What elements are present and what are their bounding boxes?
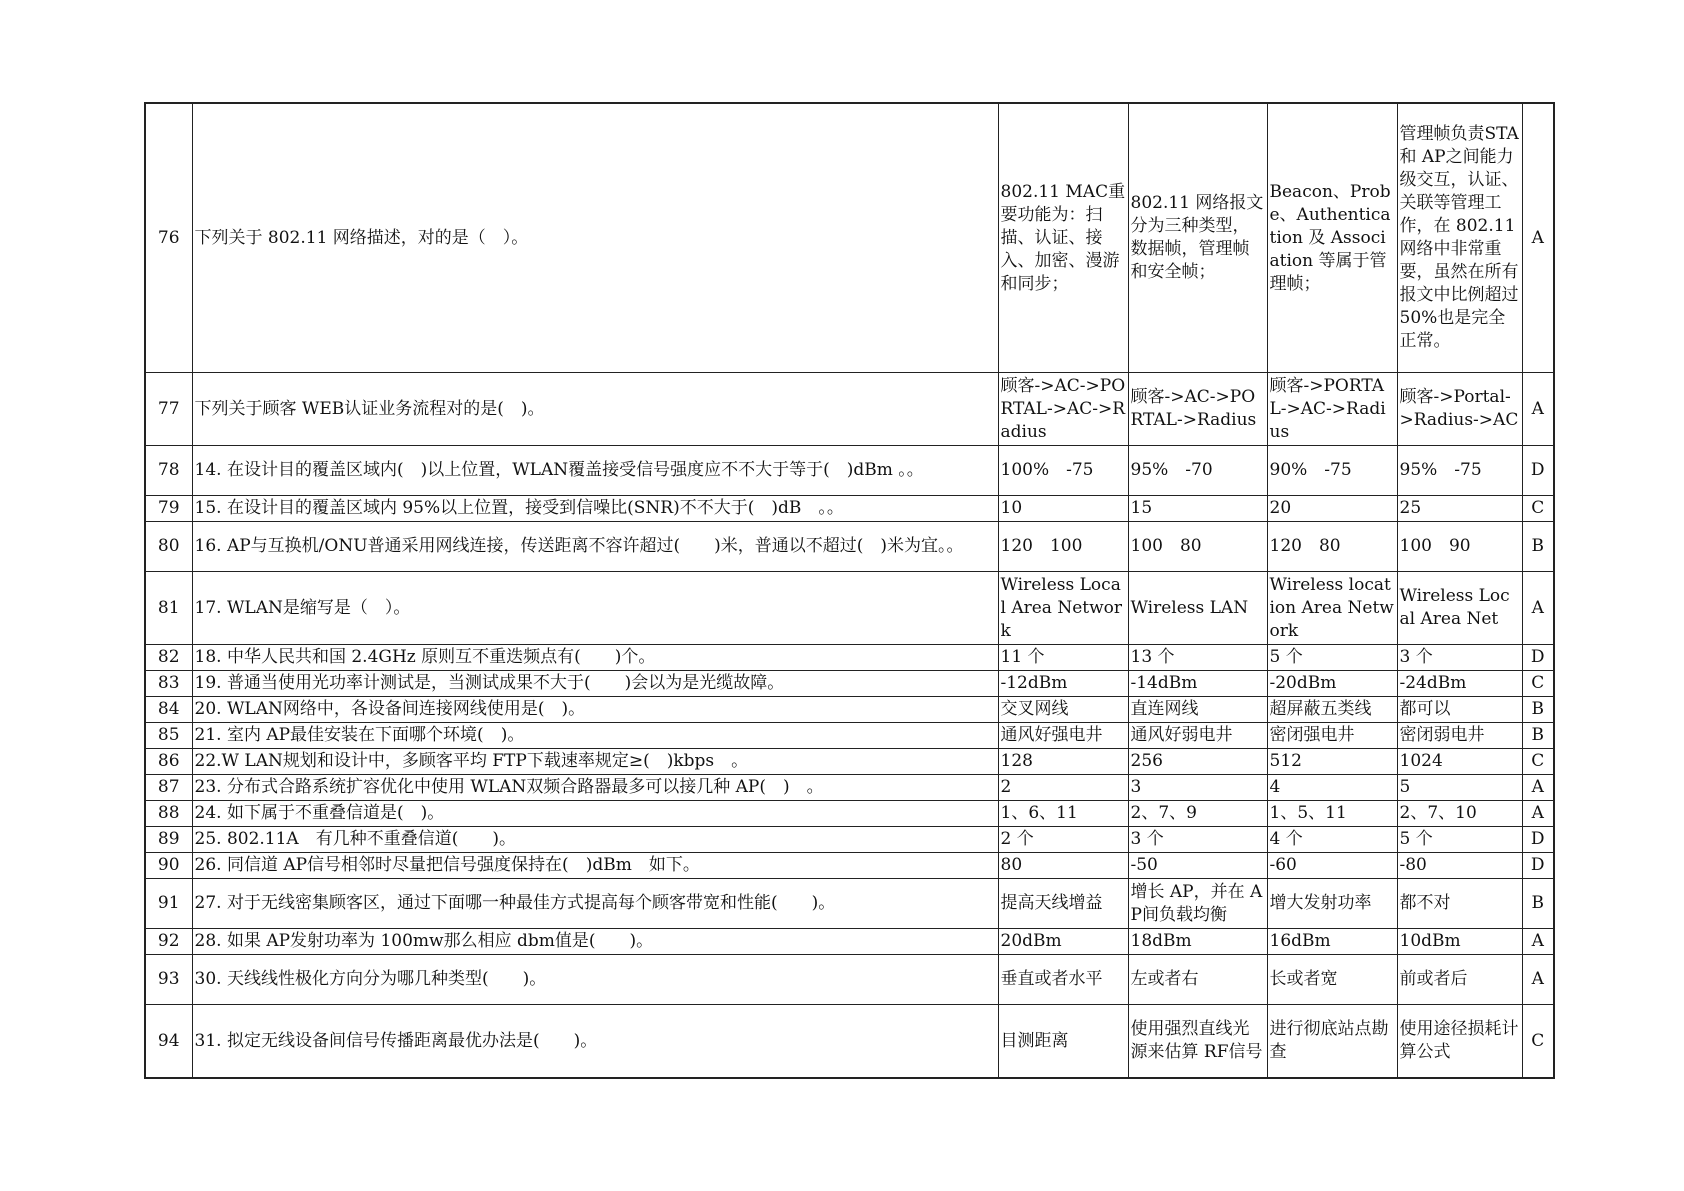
table-row (145, 572, 1554, 645)
row-number: 90 (145, 853, 192, 879)
question-text: 30. 天线线性极化方向分为哪几种类型( )。 (192, 955, 998, 1005)
option-d: -80 (1397, 853, 1522, 879)
table-row (145, 1005, 1554, 1079)
answer-cell: B (1522, 522, 1554, 572)
option-b: 2、7、9 (1128, 801, 1267, 827)
option-b: 3 (1128, 775, 1267, 801)
option-d: 管理帧负责STA和 AP之间能力级交互，认证、关联等管理工作，在 802.11 网络中非常重要，虽然在所有报文中比例超过50%也是完全正常。 (1397, 103, 1522, 373)
option-b: -50 (1128, 853, 1267, 879)
option-c: 增大发射功率 (1267, 879, 1397, 929)
question-text: 26. 同信道 AP信号相邻时尽量把信号强度保持在( )dBm 如下。 (192, 853, 998, 879)
question-text: 25. 802.11A 有几种不重叠信道( )。 (192, 827, 998, 853)
option-d: 使用途径损耗计算公式 (1397, 1005, 1522, 1079)
option-a: 通风好强电井 (998, 723, 1128, 749)
table-row (145, 879, 1554, 929)
option-c: 进行彻底站点勘查 (1267, 1005, 1397, 1079)
table-row (145, 446, 1554, 496)
option-c: 5 个 (1267, 645, 1397, 671)
answer-cell: B (1522, 723, 1554, 749)
question-text: 28. 如果 AP发射功率为 100mw那么相应 dbm值是( )。 (192, 929, 998, 955)
answer-cell: C (1522, 1005, 1554, 1079)
option-b: 15 (1128, 496, 1267, 522)
answer-cell: A (1522, 103, 1554, 373)
option-a: 120 100 (998, 522, 1128, 572)
question-text: 下列关于顾客 WEB认证业务流程对的是( )。 (192, 373, 998, 446)
answer-cell: C (1522, 749, 1554, 775)
row-number: 87 (145, 775, 192, 801)
table-row (145, 373, 1554, 446)
answer-cell: D (1522, 446, 1554, 496)
option-c: Beacon、Probe、Authentication 及 Association 等属于管理帧； (1267, 103, 1397, 373)
option-c: 20 (1267, 496, 1397, 522)
answer-cell: D (1522, 827, 1554, 853)
table-body (145, 103, 1554, 1078)
option-b: 左或者右 (1128, 955, 1267, 1005)
question-text: 18. 中华人民共和国 2.4GHz 原则互不重迭频点有( )个。 (192, 645, 998, 671)
option-a: 2 (998, 775, 1128, 801)
question-text: 21. 室内 AP最佳安装在下面哪个环境( )。 (192, 723, 998, 749)
option-b: 100 80 (1128, 522, 1267, 572)
option-a: Wireless Local Area Network (998, 572, 1128, 645)
question-text: 17. WLAN是缩写是（ ）。 (192, 572, 998, 645)
option-b: 256 (1128, 749, 1267, 775)
answer-cell: D (1522, 645, 1554, 671)
answer-cell: A (1522, 929, 1554, 955)
option-a: 80 (998, 853, 1128, 879)
option-b: 顾客->AC->PORTAL->Radius (1128, 373, 1267, 446)
option-b: 18dBm (1128, 929, 1267, 955)
option-c: 4 个 (1267, 827, 1397, 853)
option-b: 使用强烈直线光源来估算 RF信号 (1128, 1005, 1267, 1079)
option-d: 1024 (1397, 749, 1522, 775)
question-text: 14. 在设计目的覆盖区域内( )以上位置，WLAN覆盖接受信号强度应不不大于等于( )dBm 。。 (192, 446, 998, 496)
table-row (145, 827, 1554, 853)
option-d: 顾客->Portal->Radius->AC (1397, 373, 1522, 446)
table-row (145, 103, 1554, 373)
option-a: 11 个 (998, 645, 1128, 671)
option-d: -24dBm (1397, 671, 1522, 697)
option-d: 前或者后 (1397, 955, 1522, 1005)
question-text: 下列关于 802.11 网络描述，对的是（ ）。 (192, 103, 998, 373)
option-c: 1、5、11 (1267, 801, 1397, 827)
option-c: 顾客->PORTAL->AC->Radius (1267, 373, 1397, 446)
question-text: 23. 分布式合路系统扩容优化中使用 WLAN双频合路器最多可以接几种 AP( ) 。 (192, 775, 998, 801)
answer-cell: B (1522, 697, 1554, 723)
table-row (145, 929, 1554, 955)
row-number: 89 (145, 827, 192, 853)
answer-cell: A (1522, 801, 1554, 827)
row-number: 76 (145, 103, 192, 373)
option-b: 3 个 (1128, 827, 1267, 853)
option-b: 13 个 (1128, 645, 1267, 671)
option-c: 512 (1267, 749, 1397, 775)
option-a: 交叉网线 (998, 697, 1128, 723)
option-c: Wireless location Area Network (1267, 572, 1397, 645)
option-b: Wireless LAN (1128, 572, 1267, 645)
row-number: 85 (145, 723, 192, 749)
option-a: 垂直或者水平 (998, 955, 1128, 1005)
row-number: 86 (145, 749, 192, 775)
table-row (145, 645, 1554, 671)
option-c: 16dBm (1267, 929, 1397, 955)
option-d: 10dBm (1397, 929, 1522, 955)
answer-cell: A (1522, 572, 1554, 645)
option-a: -12dBm (998, 671, 1128, 697)
question-text: 24. 如下属于不重叠信道是( )。 (192, 801, 998, 827)
table-row (145, 522, 1554, 572)
question-text: 31. 拟定无线设备间信号传播距离最优办法是( )。 (192, 1005, 998, 1079)
option-c: 90% -75 (1267, 446, 1397, 496)
option-a: 2 个 (998, 827, 1128, 853)
option-c: -20dBm (1267, 671, 1397, 697)
option-a: 128 (998, 749, 1128, 775)
option-b: 通风好弱电井 (1128, 723, 1267, 749)
row-number: 93 (145, 955, 192, 1005)
row-number: 79 (145, 496, 192, 522)
option-a: 802.11 MAC重要功能为：扫描、认证、接入、加密、漫游和同步； (998, 103, 1128, 373)
option-c: 长或者宽 (1267, 955, 1397, 1005)
option-b: 95% -70 (1128, 446, 1267, 496)
answer-cell: A (1522, 775, 1554, 801)
option-a: 100% -75 (998, 446, 1128, 496)
row-number: 94 (145, 1005, 192, 1079)
question-text: 22.W LAN规划和设计中，多顾客平均 FTP下载速率规定≥( )kbps 。 (192, 749, 998, 775)
option-b: 增长 AP，并在 AP间负载均衡 (1128, 879, 1267, 929)
option-c: 120 80 (1267, 522, 1397, 572)
option-d: 5 (1397, 775, 1522, 801)
answer-cell: A (1522, 955, 1554, 1005)
table-row (145, 853, 1554, 879)
option-d: 25 (1397, 496, 1522, 522)
table-row (145, 955, 1554, 1005)
option-d: 3 个 (1397, 645, 1522, 671)
table-row (145, 723, 1554, 749)
option-d: 95% -75 (1397, 446, 1522, 496)
option-b: 直连网线 (1128, 697, 1267, 723)
option-d: 5 个 (1397, 827, 1522, 853)
option-a: 10 (998, 496, 1128, 522)
question-text: 19. 普通当使用光功率计测试是，当测试成果不大于( )会以为是光缆故障。 (192, 671, 998, 697)
row-number: 80 (145, 522, 192, 572)
option-d: 2、7、10 (1397, 801, 1522, 827)
option-a: 目测距离 (998, 1005, 1128, 1079)
option-b: 802.11 网络报文分为三种类型，数据帧，管理帧和安全帧； (1128, 103, 1267, 373)
option-a: 顾客->AC->PORTAL->AC->Radius (998, 373, 1128, 446)
question-text: 27. 对于无线密集顾客区，通过下面哪一种最佳方式提高每个顾客带宽和性能( )。 (192, 879, 998, 929)
table-row (145, 697, 1554, 723)
question-text: 20. WLAN网络中，各设备间连接网线使用是( )。 (192, 697, 998, 723)
option-d: 100 90 (1397, 522, 1522, 572)
answer-cell: D (1522, 853, 1554, 879)
option-c: 4 (1267, 775, 1397, 801)
answer-cell: C (1522, 496, 1554, 522)
question-text: 16. AP与互换机/ONU普通采用网线连接，传送距离不容许超过( )米，普通以不超过( )米为宜。。 (192, 522, 998, 572)
answer-cell: A (1522, 373, 1554, 446)
answer-cell: B (1522, 879, 1554, 929)
option-b: -14dBm (1128, 671, 1267, 697)
option-d: Wireless Local Area Net (1397, 572, 1522, 645)
table-row (145, 775, 1554, 801)
table-row (145, 749, 1554, 775)
question-table (144, 102, 1555, 1079)
row-number: 84 (145, 697, 192, 723)
row-number: 91 (145, 879, 192, 929)
option-a: 1、6、11 (998, 801, 1128, 827)
row-number: 78 (145, 446, 192, 496)
table-row (145, 671, 1554, 697)
option-c: 超屏蔽五类线 (1267, 697, 1397, 723)
option-d: 密闭弱电井 (1397, 723, 1522, 749)
answer-cell: C (1522, 671, 1554, 697)
option-a: 提高天线增益 (998, 879, 1128, 929)
row-number: 83 (145, 671, 192, 697)
row-number: 92 (145, 929, 192, 955)
table-row (145, 801, 1554, 827)
row-number: 82 (145, 645, 192, 671)
option-c: 密闭强电井 (1267, 723, 1397, 749)
question-text: 15. 在设计目的覆盖区域内 95%以上位置，接受到信噪比(SNR)不不大于( )dB 。。 (192, 496, 998, 522)
option-a: 20dBm (998, 929, 1128, 955)
row-number: 77 (145, 373, 192, 446)
option-d: 都不对 (1397, 879, 1522, 929)
row-number: 88 (145, 801, 192, 827)
row-number: 81 (145, 572, 192, 645)
option-c: -60 (1267, 853, 1397, 879)
option-d: 都可以 (1397, 697, 1522, 723)
table-row (145, 496, 1554, 522)
